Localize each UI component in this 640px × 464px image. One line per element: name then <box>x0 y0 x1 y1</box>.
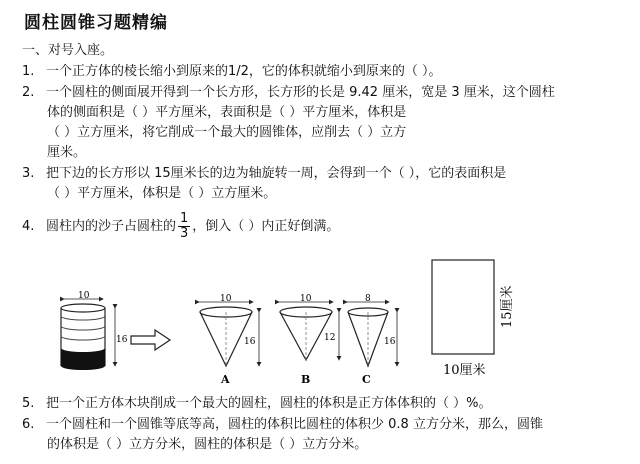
fraction-denominator: 3 <box>180 226 189 241</box>
question-number: 2. <box>22 85 35 100</box>
cone-c-figure <box>347 294 397 386</box>
rectangle-figure <box>432 260 515 378</box>
cone-a-top-label: 10 <box>220 294 232 304</box>
cone-b-side-label: 12 <box>324 333 336 343</box>
question-4 <box>22 212 339 241</box>
cylinder-top-label: 10 <box>78 291 90 301</box>
section-heading: 一、对号入座。 <box>22 43 114 58</box>
question-number: 3. <box>22 166 35 181</box>
rectangle-bottom-label: 10厘米 <box>443 363 486 378</box>
question-text: 把下边的长方形以 15厘米长的边为轴旋转一周，会得到一个（ ），它的表面积是 <box>46 166 507 181</box>
pour-arrow-icon <box>131 330 170 350</box>
page-title: 圆柱圆锥习题精编 <box>24 13 168 33</box>
cone-b-figure <box>279 294 339 386</box>
cone-a-figure <box>199 294 259 386</box>
cylinder-figure <box>61 291 128 370</box>
question-text: 把一个正方体木块削成一个最大的圆柱，圆柱的体积是正方体体积的（ ）%。 <box>46 396 492 411</box>
question-number: 6. <box>22 417 35 432</box>
question-text: 圆柱内的沙子占圆柱的 <box>46 219 177 234</box>
sand-fill <box>61 348 105 370</box>
question-5 <box>22 395 492 413</box>
rectangle-side-label: 15厘米 <box>500 285 515 328</box>
question-1 <box>22 63 442 81</box>
question-number: 5. <box>22 396 35 411</box>
question-number: 4. <box>22 219 35 234</box>
question-2 <box>22 84 555 102</box>
question-6 <box>22 416 543 434</box>
question-2-line-4: 厘米。 <box>47 145 87 160</box>
question-2-line-3: （ ）立方厘米，将它削成一个最大的圆锥体，应削去（ ）立方 <box>47 125 407 140</box>
question-text: 一个正方体的棱长缩小到原来的1/2，它的体积就缩小到原来的（ ）。 <box>46 64 442 79</box>
cone-b-top-label: 10 <box>300 294 312 304</box>
cone-c-top-label: 8 <box>365 294 371 304</box>
fraction <box>178 212 190 241</box>
question-text-after: ，倒入（ ）内正好倒满。 <box>192 219 340 234</box>
question-3-line-2: （ ）平方厘米，体积是（ ）立方厘米。 <box>47 186 277 201</box>
question-text: 一个圆柱的侧面展开得到一个长方形，长方形的长是 9.42 厘米，宽是 3 厘米，这个圆柱 <box>46 85 555 100</box>
question-2-line-2: 体的侧面积是（ ）平方厘米，表面积是（ ）平方厘米，体积是 <box>47 105 407 120</box>
cone-c-label: C <box>362 373 371 386</box>
question-3 <box>22 165 506 183</box>
cone-b-label: B <box>301 373 311 386</box>
cylinder-side-label: 16 <box>116 335 128 345</box>
fraction-numerator: 1 <box>180 211 189 226</box>
question-number: 1. <box>22 64 35 79</box>
cone-a-side-label: 16 <box>244 337 256 347</box>
cone-c-side-label: 16 <box>384 337 396 347</box>
question-6-line-2: 的体积是（ ）立方分米，圆柱的体积是（ ）立方分米。 <box>47 437 368 452</box>
question-4-figure <box>0 250 640 390</box>
cone-a-label: A <box>221 373 230 386</box>
question-text: 一个圆柱和一个圆锥等底等高，圆柱的体积比圆柱的体积少 0.8 立方分米，那么，圆锥 <box>46 417 543 432</box>
